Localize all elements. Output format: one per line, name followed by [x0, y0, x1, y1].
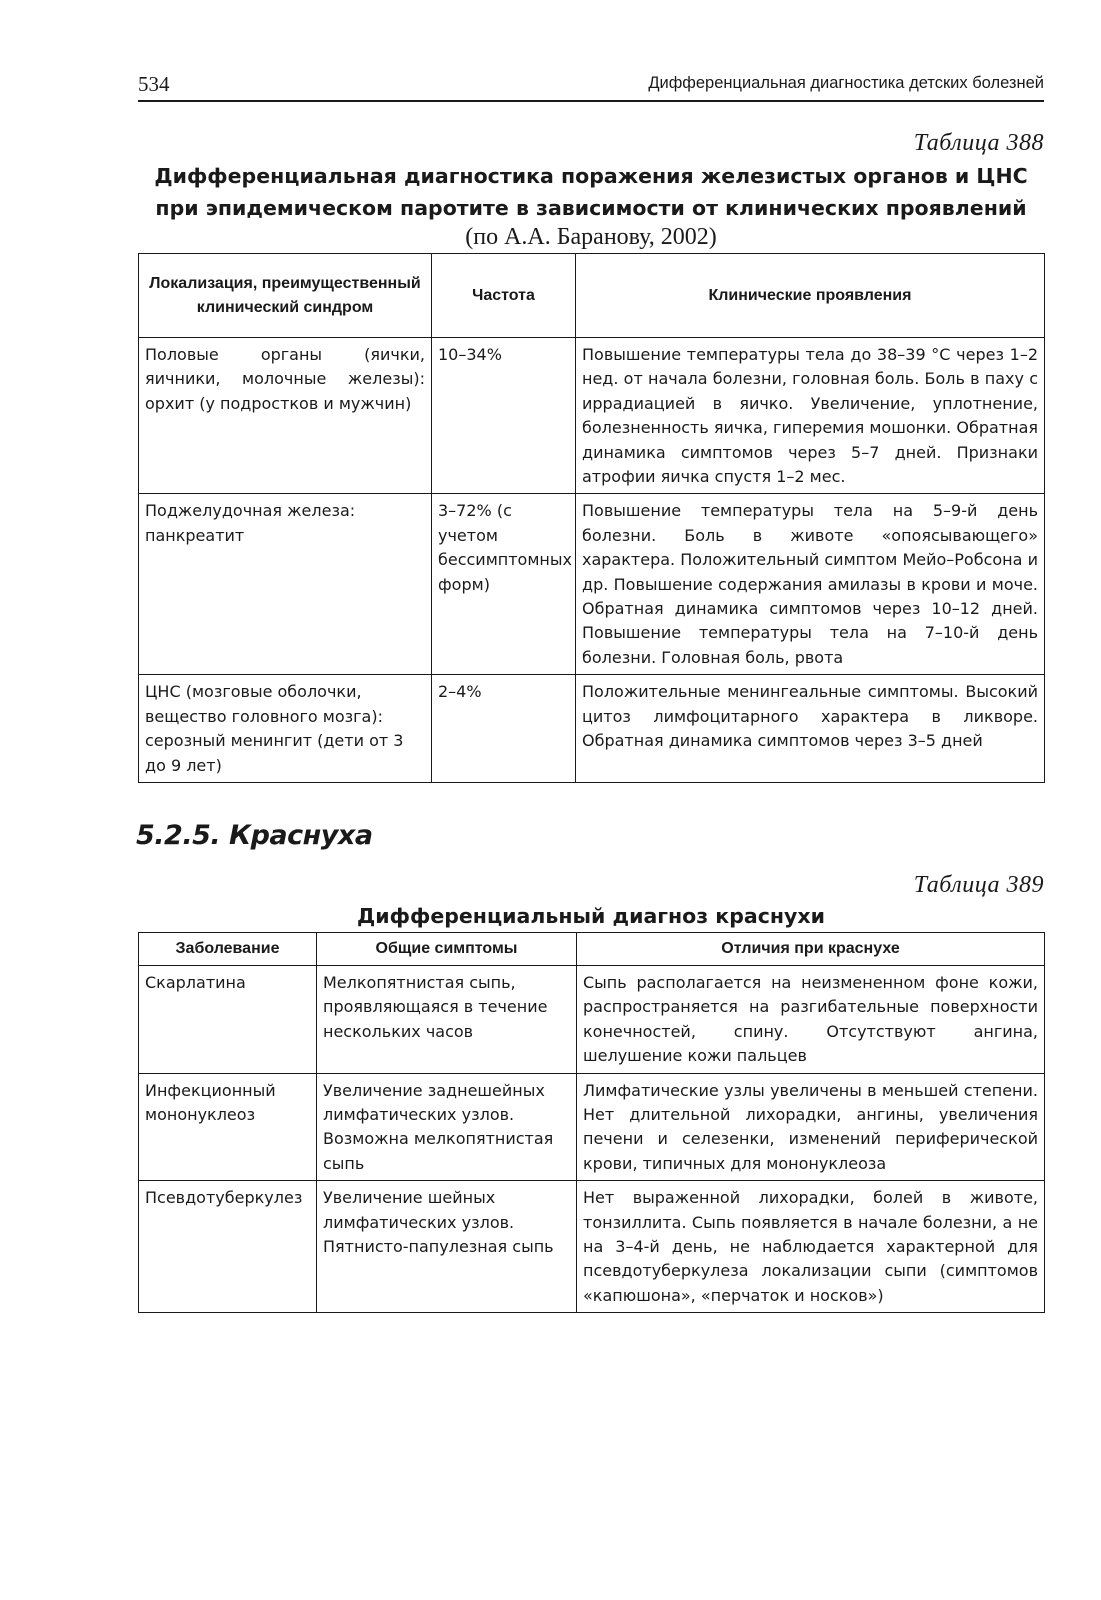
table-row	[139, 966, 1045, 1074]
disease-cell: Инфекционный мононуклеоз	[139, 1073, 317, 1181]
common-symptoms-cell: Мелкопятнистая сыпь, проявляющаяся в течение нескольких часов	[317, 966, 577, 1074]
table-388-source: (по А.А. Баранову, 2002)	[465, 224, 717, 250]
table-row	[139, 1181, 1045, 1313]
table-389	[138, 932, 1045, 1313]
localization-cell: ЦНС (мозговые оболочки, вещество головного мозга): серозный менингит (дети от 3 до 9 лет)	[139, 675, 432, 783]
frequency-cell: 2–4%	[432, 675, 576, 783]
common-symptoms-cell: Увеличение заднешейных лимфатических узлов. Возможна мелкопятнистая сыпь	[317, 1073, 577, 1181]
rubella-differences-cell: Нет выраженной лихорадки, болей в животе, тонзиллита. Сыпь появляется в начале болезни, а не на 3–4-й день, не наблюдается характерной для псевдотуберкулеза локализации сыпи (симптомов «капюшона», «перчаток и носков»)	[577, 1181, 1045, 1313]
column-header-localization: Локализация, преимущественный клинический синдром	[139, 254, 432, 338]
localization-cell: Поджелудочная железа: панкреатит	[139, 494, 432, 675]
column-header-disease: Заболевание	[139, 933, 317, 966]
table-388-title-line2: при эпидемическом паротите в зависимости от клинических проявлений	[155, 196, 1027, 220]
table-389-number: Таблица 389	[913, 872, 1044, 898]
table-row	[139, 675, 1045, 783]
frequency-cell: 3–72% (с учетом бессимптомных форм)	[432, 494, 576, 675]
running-title: Дифференциальная диагностика детских болезней	[648, 74, 1044, 92]
disease-cell: Псевдотуберкулез	[139, 1181, 317, 1313]
manifestations-cell: Положительные менингеальные симптомы. Высокий цитоз лимфоцитарного характера в ликворе. Обратная динамика симптомов через 3–5 дней	[576, 675, 1045, 783]
column-header-frequency: Частота	[432, 254, 576, 338]
page-header	[138, 70, 1044, 102]
page-number: 534	[138, 72, 170, 96]
manifestations-cell: Повышение температуры тела до 38–39 °С через 1–2 нед. от начала болезни, головная боль. Боль в паху с иррадиацией в яичко. Увеличение, уплотнение, болезненность яичка, гиперемия мошонки. Обратная динамика симптомов через 5–7 дней. Признаки атрофии яичка спустя 1–2 мес.	[576, 338, 1045, 494]
column-header-rubella-differences: Отличия при краснухе	[577, 933, 1045, 966]
frequency-cell: 10–34%	[432, 338, 576, 494]
section-heading: 5.2.5. Краснуха	[136, 820, 373, 851]
manifestations-cell: Повышение температуры тела на 5–9-й день болезни. Боль в животе «опоясывающего» характера. Положительный симптом Мейо–Робсона и др. Повышение содержания амилазы в крови и моче. Обратная динамика симптомов через 10–12 дней. Повышение температуры тела на 7–10-й день болезни. Головная боль, рвота	[576, 494, 1045, 675]
table-388-header-row	[139, 254, 1045, 338]
column-header-common-symptoms: Общие симптомы	[317, 933, 577, 966]
common-symptoms-cell: Увеличение шейных лимфатических узлов. Пятнисто-папулезная сыпь	[317, 1181, 577, 1313]
table-388	[138, 253, 1045, 783]
disease-cell: Скарлатина	[139, 966, 317, 1074]
table-389-title: Дифференциальный диагноз краснухи	[357, 904, 825, 928]
rubella-differences-cell: Лимфатические узлы увеличены в меньшей степени. Нет длительной лихорадки, ангины, увеличения печени и селезенки, изменений периферической крови, типичных для мононуклеоза	[577, 1073, 1045, 1181]
table-389-header-row	[139, 933, 1045, 966]
table-row	[139, 338, 1045, 494]
table-row	[139, 494, 1045, 675]
table-row	[139, 1073, 1045, 1181]
rubella-differences-cell: Сыпь располагается на неизмененном фоне кожи, распространяется на разгибательные поверхности конечностей, спину. Отсутствуют ангина, шелушение кожи пальцев	[577, 966, 1045, 1074]
column-header-manifestations: Клинические проявления	[576, 254, 1045, 338]
table-388-title-line1: Дифференциальная диагностика поражения железистых органов и ЦНС	[154, 164, 1028, 188]
localization-cell: Половые органы (яички, яичники, молочные железы): орхит (у подростков и мужчин)	[139, 338, 432, 494]
table-388-number: Таблица 388	[913, 130, 1044, 156]
